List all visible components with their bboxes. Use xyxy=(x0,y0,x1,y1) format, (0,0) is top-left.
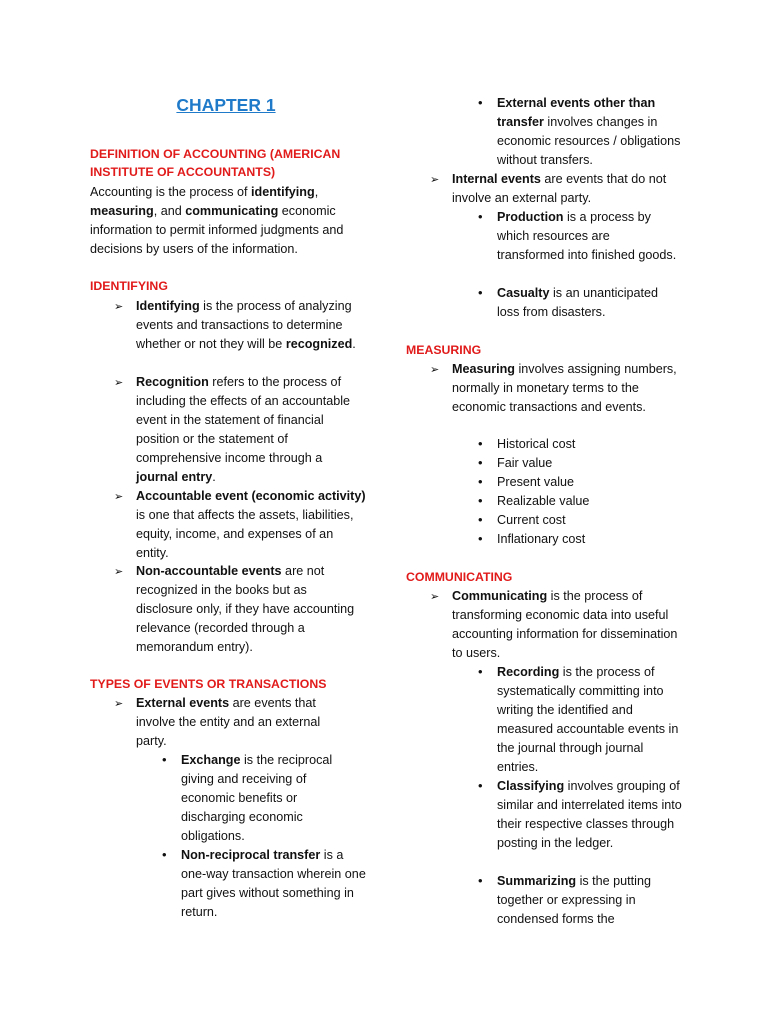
arrow-bullet-icon: ➢ xyxy=(430,364,440,376)
casualty-item: • Casualty is an unanticipated loss from disasters. xyxy=(478,285,659,319)
summarizing-item: • Summarizing is the putting together or expressing in condensed forms the xyxy=(478,873,651,926)
arrow-bullet-icon: ➢ xyxy=(430,174,440,186)
non-reciprocal-transfer-item: • Non-reciprocal transfer is a one-way transaction wherein one part gives without something in return. xyxy=(162,847,366,919)
arrow-bullet-icon: ➢ xyxy=(114,698,124,710)
identifying-item: ➢ Identifying is the process of analyzing events and transactions to determine whether or not they will be recognized. xyxy=(114,299,356,351)
bullet-dot-icon: • xyxy=(478,285,483,300)
bullet-dot-icon: • xyxy=(478,455,483,470)
measurement-basis-item: • Realizable value xyxy=(406,492,589,511)
bullet-dot-icon: • xyxy=(478,474,483,489)
communicating-item: ➢ Communicating is the process of transforming economic data into useful accounting information for dissemination to users. xyxy=(430,589,678,660)
measuring-item: ➢ Measuring involves assigning numbers, normally in monetary terms to the economic transactions and events. xyxy=(430,362,677,414)
recording-item: • Recording is the process of systematically committing into writing the identified and measured accountable events in the journal through journal entries. xyxy=(478,664,679,774)
classifying-item: • Classifying involves grouping of similar and interrelated items into their respective classes through posting in the ledger. xyxy=(478,778,682,850)
measurement-basis-item: • Historical cost xyxy=(406,435,575,454)
production-item: • Production is a process by which resources are transformed into finished goods. xyxy=(478,209,677,262)
arrow-bullet-icon: ➢ xyxy=(114,566,124,578)
bullet-dot-icon: • xyxy=(478,512,483,527)
bullet-dot-icon: • xyxy=(478,436,483,451)
bullet-dot-icon: • xyxy=(478,531,483,546)
accountable-event-item: ➢ Accountable event (economic activity) is one that affects the assets, liabilities, equity, income, and expenses of an entity. xyxy=(114,489,366,560)
arrow-bullet-icon: ➢ xyxy=(430,591,440,603)
measuring-heading: MEASURING xyxy=(406,343,482,357)
arrow-bullet-icon: ➢ xyxy=(114,301,124,313)
exchange-item: • Exchange is the reciprocal giving and receiving of economic benefits or discharging economic obligations. xyxy=(162,752,333,843)
definition-heading: DEFINITION OF ACCOUNTING (AMERICAN INSTITUTE OF ACCOUNTANTS) xyxy=(90,147,341,179)
bullet-dot-icon: • xyxy=(478,209,483,224)
measurement-basis-item: • Fair value xyxy=(406,454,552,473)
bullet-dot-icon: • xyxy=(478,778,483,793)
measurement-basis-item: • Inflationary cost xyxy=(406,530,585,549)
bullet-dot-icon: • xyxy=(162,847,167,862)
measurement-basis-item: • Present value xyxy=(406,473,574,492)
definition-paragraph: Accounting is the process of identifying, measuring, and communicating economic information to permit informed judgments and decisions by users of the information. xyxy=(90,185,344,256)
external-other-than-transfer-item: • External events other than transfer involves changes in economic resources / obligations without transfers. xyxy=(478,95,681,167)
recognition-item: ➢ Recognition refers to the process of including the effects of an accountable event in the statement of financial position or the statement of comprehensive income through a journal entry. xyxy=(114,375,351,484)
arrow-bullet-icon: ➢ xyxy=(114,491,124,503)
chapter-title: CHAPTER 1 xyxy=(176,95,276,115)
external-events-item: ➢ External events are events that involve the entity and an external party. xyxy=(114,696,321,748)
bullet-dot-icon: • xyxy=(162,752,167,767)
bullet-dot-icon: • xyxy=(478,873,483,888)
internal-events-item: ➢ Internal events are events that do not involve an external party. xyxy=(430,172,667,205)
non-accountable-events-item: ➢ Non-accountable events are not recognized in the books but as disclosure only, if they have accounting relevance (recorded through a memorandum entry). xyxy=(114,564,355,654)
measurement-basis-item: • Current cost xyxy=(406,511,566,530)
types-heading: TYPES OF EVENTS OR TRANSACTIONS xyxy=(90,677,327,691)
bullet-dot-icon: • xyxy=(478,95,483,110)
arrow-bullet-icon: ➢ xyxy=(114,377,124,389)
bullet-dot-icon: • xyxy=(478,664,483,679)
identifying-heading: IDENTIFYING xyxy=(90,279,168,293)
communicating-heading: COMMUNICATING xyxy=(406,570,513,584)
bullet-dot-icon: • xyxy=(478,493,483,508)
